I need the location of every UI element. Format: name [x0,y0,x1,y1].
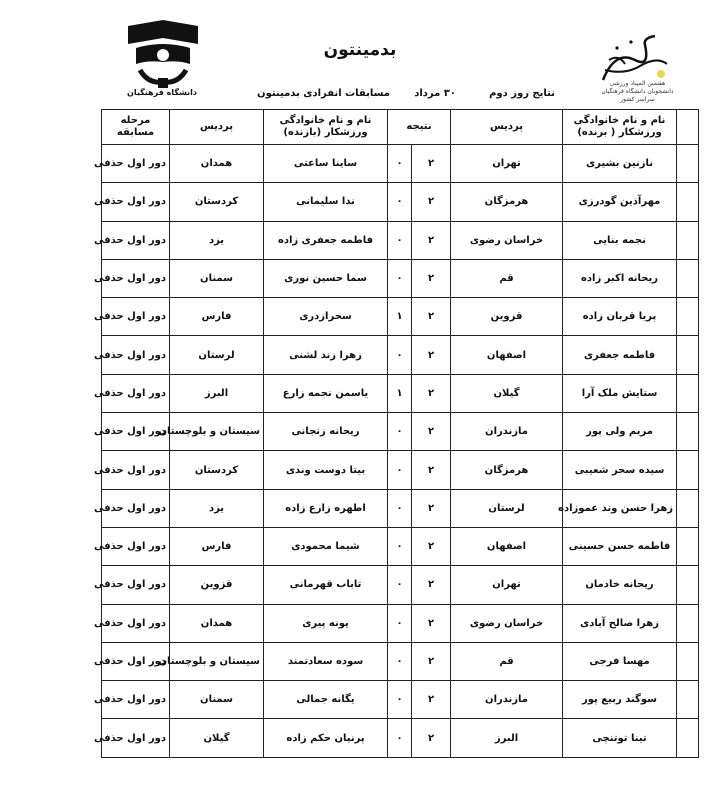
margin-cell [677,681,699,719]
table-row [102,681,699,719]
winner-name-cell: سوگند ربیع پور [563,681,677,719]
table-row [102,145,699,183]
loser-campus-cell: گیلان [170,719,264,757]
loser-campus-cell: قزوین [170,566,264,604]
winner-campus-cell: هرمزگان [451,183,563,221]
loser-score-cell: ۰ [388,145,412,183]
loser-score-cell: ۰ [388,566,412,604]
margin-cell [677,451,699,489]
margin-cell [677,566,699,604]
header-name-loser: نام و نام خانوادگی ورزشکار (بازنده) [264,110,388,145]
margin-cell [677,642,699,680]
winner-campus-cell: البرز [451,719,563,757]
winner-campus-cell: گیلان [451,374,563,412]
winner-name-cell: ریحانه اکبر زاده [563,259,677,297]
header-margin-cell [677,110,699,145]
margin-cell [677,604,699,642]
winner-name-cell: مهرآذین گودرزی [563,183,677,221]
loser-campus-cell: یزد [170,489,264,527]
winner-campus-cell: تهران [451,145,563,183]
winner-name-cell: پریا قربان زاده [563,298,677,336]
table-row [102,719,699,757]
stage-cell: دور اول حذفی [102,451,170,489]
stage-cell: دور اول حذفی [102,336,170,374]
stage-cell: دور اول حذفی [102,527,170,565]
winner-score-cell: ۲ [412,451,451,489]
winner-score-cell: ۲ [412,413,451,451]
winner-name-cell: فاطمه حسن حسینی [563,527,677,565]
winner-score-cell: ۲ [412,681,451,719]
loser-score-cell: ۰ [388,489,412,527]
winner-score-cell: ۲ [412,336,451,374]
winner-campus-cell: خراسان رضوی [451,604,563,642]
loser-name-cell: سما حسین نوری [264,259,388,297]
winner-score-cell: ۲ [412,604,451,642]
loser-campus-cell: لرستان [170,336,264,374]
winner-score-cell: ۲ [412,298,451,336]
stage-cell: دور اول حذفی [102,183,170,221]
stage-cell: دور اول حذفی [102,489,170,527]
loser-campus-cell: سیستان و بلوچستان [170,413,264,451]
table-row [102,451,699,489]
winner-campus-cell: اصفهان [451,336,563,374]
loser-score-cell: ۰ [388,336,412,374]
winner-campus-cell: مازندران [451,681,563,719]
loser-name-cell: یاسمن نجمه زارع [264,374,388,412]
loser-score-cell: ۰ [388,183,412,221]
table-row [102,374,699,412]
right-logo-subtitle: هفتمین المپیاد ورزشی دانشجویان دانشگاه فرهنگیان سراسر کشور [601,80,674,103]
table-row [102,566,699,604]
winner-name-cell: زهرا حسن وند عموزاده [563,489,677,527]
loser-name-cell: تاباب قهرمانی [264,566,388,604]
winner-score-cell: ۲ [412,566,451,604]
winner-score-cell: ۲ [412,145,451,183]
loser-campus-cell: فارس [170,298,264,336]
margin-cell [677,719,699,757]
loser-campus-cell: همدان [170,145,264,183]
winner-name-cell: نجمه بنایی [563,221,677,259]
stage-cell: دور اول حذفی [102,719,170,757]
loser-score-cell: ۰ [388,451,412,489]
table-row [102,604,699,642]
stage-cell: دور اول حذفی [102,298,170,336]
margin-cell [677,259,699,297]
winner-campus-cell: لرستان [451,489,563,527]
loser-name-cell: زهرا زند لشنی [264,336,388,374]
winner-campus-cell: قم [451,642,563,680]
loser-score-cell: ۰ [388,681,412,719]
stage-cell: دور اول حذفی [102,681,170,719]
winner-name-cell: مریم ولی پور [563,413,677,451]
loser-score-cell: ۱ [388,374,412,412]
loser-campus-cell: کردستان [170,183,264,221]
loser-name-cell: یونه پیری [264,604,388,642]
loser-campus-cell: فارس [170,527,264,565]
results-day-label: نتایج روز دوم [489,88,555,99]
table-row [102,183,699,221]
loser-name-cell: ساینا ساعتی [264,145,388,183]
loser-name-cell: سوده سعادتمند [264,642,388,680]
winner-name-cell: فاطمه جعفری [563,336,677,374]
header-name-winner: نام و نام خانوادگی ورزشکار ( برنده) [563,110,677,145]
results-table [93,109,699,758]
loser-score-cell: ۰ [388,413,412,451]
loser-campus-cell: همدان [170,604,264,642]
table-row [102,642,699,680]
stage-cell: دور اول حذفی [102,259,170,297]
stage-cell: دور اول حذفی [102,642,170,680]
header-campus-loser: پردیس [170,110,264,145]
loser-campus-cell: سیستان و بلوچستان [170,642,264,680]
table-row [102,298,699,336]
winner-name-cell: نازنین بشیری [563,145,677,183]
margin-cell [677,489,699,527]
loser-name-cell: بیتا دوست وندی [264,451,388,489]
winner-score-cell: ۲ [412,719,451,757]
margin-cell [677,145,699,183]
loser-score-cell: ۰ [388,527,412,565]
winner-campus-cell: خراسان رضوی [451,221,563,259]
winner-name-cell: سیده سحر شعیبی [563,451,677,489]
stage-cell: دور اول حذفی [102,566,170,604]
loser-score-cell: ۰ [388,259,412,297]
loser-name-cell: سحرازدری [264,298,388,336]
winner-campus-cell: تهران [451,566,563,604]
winner-name-cell: تینا توتنچی [563,719,677,757]
table-row [102,259,699,297]
winner-score-cell: ۲ [412,259,451,297]
table-row [102,221,699,259]
header-stage: مرحله مسابقه [102,110,170,145]
loser-campus-cell: یزد [170,221,264,259]
stage-cell: دور اول حذفی [102,374,170,412]
loser-score-cell: ۰ [388,604,412,642]
margin-cell [677,298,699,336]
page-title: بدمینتون [323,40,397,60]
winner-score-cell: ۲ [412,527,451,565]
loser-campus-cell: سمنان [170,259,264,297]
margin-cell [677,413,699,451]
margin-cell [677,527,699,565]
margin-cell [677,374,699,412]
winner-score-cell: ۲ [412,642,451,680]
results-table-body [93,145,699,758]
loser-name-cell: ندا سلیمانی [264,183,388,221]
winner-score-cell: ۲ [412,374,451,412]
loser-name-cell: پرنیان حکم زاده [264,719,388,757]
loser-name-cell: شیما محمودی [264,527,388,565]
loser-campus-cell: سمنان [170,681,264,719]
stage-cell: دور اول حذفی [102,145,170,183]
table-row [102,413,699,451]
header-campus-winner: پردیس [451,110,563,145]
loser-score-cell: ۱ [388,298,412,336]
winner-campus-cell: هرمزگان [451,451,563,489]
table-row [102,336,699,374]
table-row [102,489,699,527]
winner-score-cell: ۲ [412,183,451,221]
date-label: ۳۰ مرداد [414,88,456,99]
winner-campus-cell: قم [451,259,563,297]
margin-cell [677,183,699,221]
loser-score-cell: ۰ [388,642,412,680]
loser-name-cell: فاطمه جعفری زاده [264,221,388,259]
margin-cell [677,221,699,259]
winner-name-cell: زهرا صالح آبادی [563,604,677,642]
loser-name-cell: اطهره زارع زاده [264,489,388,527]
winner-campus-cell: قزوین [451,298,563,336]
competition-label: مسابقات انفرادی بدمینتون [257,88,390,99]
winner-score-cell: ۲ [412,221,451,259]
loser-name-cell: یگانه جمالی [264,681,388,719]
margin-cell [677,336,699,374]
table-row [102,527,699,565]
winner-score-cell: ۲ [412,489,451,527]
loser-score-cell: ۰ [388,221,412,259]
winner-name-cell: ستایش ملک آرا [563,374,677,412]
loser-campus-cell: البرز [170,374,264,412]
winner-campus-cell: اصفهان [451,527,563,565]
table-header-row [102,110,699,145]
winner-name-cell: مهسا فرجی [563,642,677,680]
stage-cell: دور اول حذفی [102,604,170,642]
stage-cell: دور اول حذفی [102,413,170,451]
header-result: نتیجه [388,110,451,145]
loser-campus-cell: کردستان [170,451,264,489]
stage-cell: دور اول حذفی [102,221,170,259]
winner-name-cell: ریحانه خادمان [563,566,677,604]
left-logo-caption: دانشگاه فرهنگیان [127,88,197,97]
winner-campus-cell: مازندران [451,413,563,451]
loser-name-cell: ریحانه زنجانی [264,413,388,451]
loser-score-cell: ۰ [388,719,412,757]
